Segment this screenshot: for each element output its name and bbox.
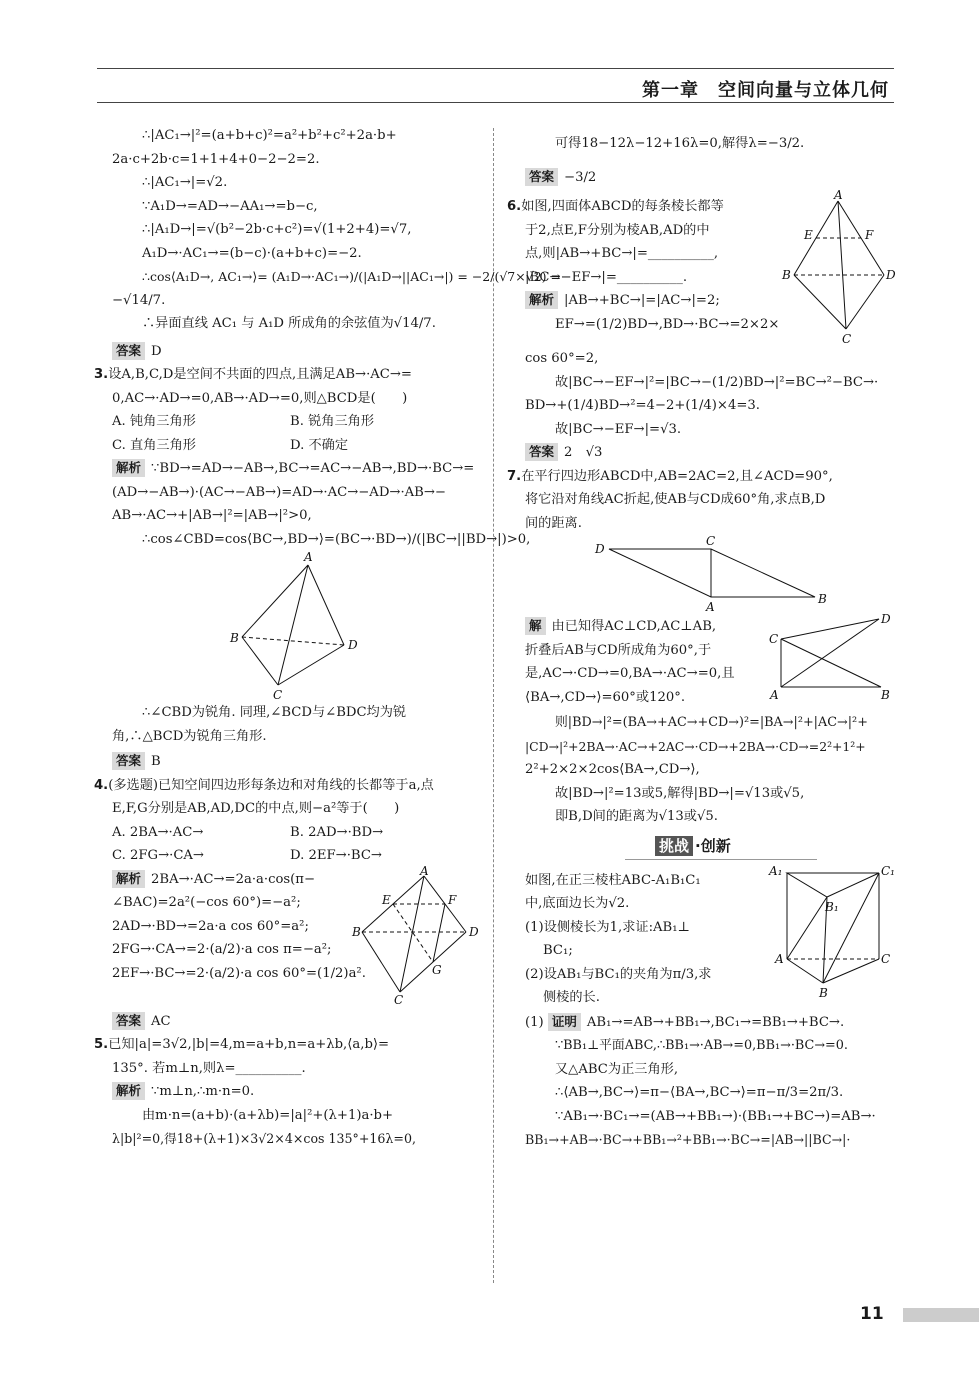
- solution-line: ∴|AC₁→|=√2.: [142, 175, 228, 190]
- challenge-label: 挑战: [655, 836, 693, 856]
- vertex-label: A: [834, 188, 843, 202]
- column-divider: [493, 128, 494, 1283]
- solution-line: ∴异面直线 AC₁ 与 A₁D 所成角的余弦值为√14/7.: [142, 316, 436, 331]
- solution-line: 折叠后AB与CD所成角为60°,于: [525, 642, 712, 658]
- challenge-label-suffix: ·创新: [695, 836, 731, 855]
- tetrahedron-figure-q6: [780, 187, 900, 347]
- answer-label: 答案: [112, 1012, 145, 1030]
- vertex-label: C₁: [881, 863, 895, 878]
- page-number: 11: [860, 1304, 884, 1324]
- chapter-title: 第一章 空间向量与立体几何: [642, 80, 889, 101]
- header-rule-bottom: [97, 102, 894, 103]
- vertex-label: D: [881, 612, 891, 626]
- analysis-line: ∵m⊥n,∴m·n=0.: [151, 1084, 255, 1099]
- question-text: |BC→−EF→|=__________.: [525, 269, 688, 285]
- question-text: (多选题)已知空间四边形每条边和对角线的长都等于a,点: [108, 777, 434, 793]
- question-text: 将它沿对角线AC折起,使AB与CD成60°角,求点B,D: [525, 492, 826, 507]
- analysis-line: 可得18−12λ−12+16λ=0,解得λ=−3/2.: [555, 136, 805, 151]
- question-number: 3.: [94, 367, 109, 382]
- analysis-line: λ|b|²=0,得18+(λ+1)×3√2×4×cos 135°+16λ=0,: [112, 1131, 416, 1146]
- analysis-line: |AB→+BC→|=|AC→|=2;: [564, 293, 720, 308]
- vertex-label: C: [273, 688, 283, 702]
- vertex-label: F: [865, 228, 874, 242]
- question-text: 0,AC→·AD→=0,AB→·AD→=0,则△BCD是( ): [112, 390, 408, 406]
- vertex-label: C: [706, 534, 716, 548]
- vertex-label: C: [769, 632, 779, 646]
- analysis-line: 故|BC→−EF→|²=|BC→−(1/2)BD→|²=BC→²−BC→·: [555, 374, 879, 390]
- analysis-line: 故|BC→−EF→|=√3.: [555, 421, 682, 437]
- header-rule-top: [97, 68, 894, 69]
- analysis-line: ∠BAC)=2a²(−cos 60°)=−a²;: [112, 895, 301, 910]
- vertex-label: E: [382, 892, 391, 907]
- solution-line: ∴cos⟨A₁D→, AC₁→⟩= (A₁D→·AC₁→)/(|A₁D→||AC₁→|) = −2/(√7×√2) =: [142, 269, 561, 284]
- option-c: C. 直角三角形: [112, 437, 196, 453]
- analysis-label: 解析: [112, 870, 145, 888]
- question-text: (1)设侧棱长为1,求证:AB₁⊥: [525, 919, 690, 935]
- analysis-line: (AD→−AB→)·(AC→−AB→)=AD→·AC→−AD→·AB→−: [112, 484, 446, 500]
- answer-value: −3/2: [564, 169, 597, 185]
- vertex-label: B: [352, 924, 361, 939]
- vertex-label: G: [432, 962, 442, 977]
- analysis-line: 由m·n=(a+b)·(a+λb)=|a|²+(λ+1)a·b+: [142, 1107, 394, 1123]
- vertex-label: A: [706, 600, 715, 614]
- tetrahedron-figure-q3: [112, 551, 484, 701]
- solution-line: ⟨BA→,CD→⟩=60°或120°.: [525, 689, 686, 705]
- proof-line: AB₁→=AB→+BB₁→,BC₁→=BB₁→+BC→.: [586, 1014, 845, 1030]
- solution-line: |CD→|²+2BA→·AC→+2AC→·CD→+2BA→·CD→=2²+1²+: [525, 738, 866, 754]
- solution-label: 解: [525, 617, 546, 635]
- question-number: 4.: [94, 777, 109, 793]
- solution-line: ∴|AC₁→|²=(a+b+c)²=a²+b²+c²+2a·b+: [142, 128, 397, 143]
- analysis-label: 解析: [112, 459, 145, 477]
- option-d: D. 不确定: [290, 437, 349, 453]
- solution-line: ∴|A₁D→|=√(b²−2b·c+c²)=√(1+2+4)=√7,: [142, 222, 412, 237]
- answer-value: 2 √3: [564, 445, 603, 460]
- vertex-label: E: [804, 228, 813, 242]
- question-text: BC₁;: [543, 943, 573, 958]
- analysis-line: BD→+(1/4)BD→²=4−2+(1/4)×4=3.: [525, 398, 760, 413]
- vertex-label: A: [420, 863, 429, 878]
- page-number-bar: [903, 1308, 979, 1322]
- analysis-line: EF→=(1/2)BD→,BD→·BC→=2×2×: [555, 316, 780, 332]
- solution-line: 是,AC→·CD→=0,BA→·AC→=0,且: [525, 666, 735, 681]
- vertex-label: D: [886, 268, 896, 282]
- proof-part: (1): [525, 1014, 544, 1030]
- question-number: 5.: [94, 1037, 109, 1052]
- vertex-label: A: [775, 951, 784, 966]
- analysis-line: 2AD→·BD→=2a·a cos 60°=a²;: [112, 918, 309, 934]
- vertex-label: A₁: [769, 863, 783, 878]
- question-text: 135°. 若m⊥n,则λ=__________.: [112, 1060, 306, 1076]
- answer-label: 答案: [112, 752, 145, 770]
- solution-line: 即B,D间的距离为√13或√5.: [555, 809, 718, 824]
- parallelogram-figure-q7: [525, 535, 897, 615]
- vertex-label: B: [819, 985, 828, 1000]
- solution-line: 则|BD→|²=(BA→+AC→+CD→)²=|BA→|²+|AC→|²+: [555, 715, 868, 730]
- vertex-label: C: [842, 332, 852, 346]
- answer-value: AC: [151, 1013, 171, 1029]
- proof-line: ∵BB₁⊥平面ABC,∴BB₁→·AB→=0,BB₁→·BC→=0.: [555, 1038, 848, 1053]
- option-b: B. 锐角三角形: [290, 414, 375, 429]
- vertex-label: D: [348, 638, 358, 652]
- analysis-label: 解析: [525, 291, 558, 309]
- vertex-label: B: [881, 688, 890, 702]
- vertex-label: C: [394, 992, 404, 1007]
- analysis-line: 2BA→·AC→=2a·a·cos(π−: [151, 871, 316, 887]
- tetrahedron-figure-q4: [352, 863, 482, 1007]
- option-c: C. 2FG→·CA→: [112, 848, 204, 863]
- question-text: (2)设AB₁与BC₁的夹角为π/3,求: [525, 966, 712, 982]
- analysis-line: ∴∠CBD为锐角. 同理,∠BCD与∠BDC均为锐: [142, 705, 407, 720]
- vertex-label: A: [770, 688, 779, 702]
- option-a: A. 钝角三角形: [112, 414, 196, 429]
- right-column: [507, 132, 897, 1152]
- analysis-line: 角,∴△BCD为锐角三角形.: [112, 728, 267, 744]
- challenge-heading: [525, 829, 897, 863]
- prism-figure-q8: [765, 863, 899, 1003]
- solution-line: ∵A₁D→=AD→−AA₁→=b−c,: [142, 198, 318, 214]
- vertex-label: B: [782, 268, 791, 282]
- analysis-label: 解析: [112, 1082, 145, 1100]
- question-text: 如图,四面体ABCD的每条棱长都等: [521, 199, 724, 214]
- solution-line: A₁D→·AC₁→=(b−c)·(a+b+c)=−2.: [142, 245, 362, 261]
- question-text: 已知|a|=3√2,|b|=4,m=a+b,n=a+λb,⟨a,b⟩=: [108, 1037, 390, 1052]
- proof-line: ∴⟨AB→,BC→⟩=π−⟨BA→,BC→⟩=π−π/3=2π/3.: [555, 1085, 844, 1100]
- proof-line: ∵AB₁→·BC₁→=(AB→+BB₁→)·(BB₁→+BC→)=AB→·: [555, 1108, 876, 1124]
- question-text: E,F,G分别是AB,AD,DC的中点,则−a²等于( ): [112, 801, 400, 816]
- question-text: 于2,点E,F分别为棱AB,AD的中: [525, 222, 710, 238]
- solution-line: 故|BD→|²=13或5,解得|BD→|=√13或√5,: [555, 785, 805, 801]
- question-text: 间的距离.: [525, 515, 582, 531]
- question-text: 中,底面边长为√2.: [525, 896, 630, 911]
- answer-label: 答案: [525, 443, 558, 461]
- vertex-label: C: [881, 951, 891, 966]
- vertex-label: D: [469, 924, 479, 939]
- folded-figure-q7: [767, 613, 897, 705]
- question-text: 在平行四边形ABCD中,AB=2AC=2,且∠ACD=90°,: [521, 468, 833, 484]
- question-number: 6.: [507, 199, 522, 214]
- analysis-line: cos 60°=2,: [525, 351, 599, 366]
- analysis-line: ∴cos∠CBD=cos⟨BC→,BD→⟩=(BC→·BD→)/(|BC→||BD→|)>0,: [142, 531, 531, 547]
- vertex-label: A: [304, 550, 313, 564]
- answer-value: D: [151, 343, 162, 359]
- question-text: 设A,B,C,D是空间不共面的四点,且满足AB→·AC→=: [108, 367, 412, 382]
- solution-line: 由已知得AC⊥CD,AC⊥AB,: [551, 619, 717, 634]
- analysis-line: 2FG→·CA→=2·(a/2)·a cos π=−a²;: [112, 942, 332, 957]
- option-a: A. 2BA→·AC→: [112, 824, 204, 840]
- analysis-line: ∵BD→=AD→−AB→,BC→=AC→−AB→,BD→·BC→=: [151, 461, 475, 476]
- option-b: B. 2AD→·BD→: [290, 824, 384, 840]
- question-number: 7.: [507, 468, 522, 484]
- question-text: 侧棱的长.: [543, 990, 600, 1005]
- solution-line: 2²+2×2×2cos⟨BA→,CD→⟩,: [525, 762, 700, 777]
- solution-line: −√14/7.: [112, 292, 166, 308]
- analysis-line: AB→·AC→+|AB→|²=|AB→|²>0,: [112, 508, 312, 523]
- proof-label: 证明: [548, 1013, 581, 1031]
- vertex-label: B₁: [825, 899, 839, 914]
- proof-line: BB₁→+AB→·BC→+BB₁→²+BB₁→·BC→=|AB→||BC→|·: [525, 1132, 851, 1147]
- answer-label: 答案: [112, 342, 145, 360]
- option-d: D. 2EF→·BC→: [290, 848, 382, 863]
- vertex-label: F: [448, 892, 457, 907]
- challenge-rule: [625, 859, 817, 860]
- vertex-label: D: [595, 542, 605, 556]
- vertex-label: B: [230, 631, 239, 645]
- solution-line: 2a·c+2b·c=1+1+4+0−2−2=2.: [112, 151, 320, 167]
- proof-line: 又△ABC为正三角形,: [555, 1061, 679, 1077]
- question-text: 如图,在正三棱柱ABC-A₁B₁C₁: [525, 872, 701, 888]
- question-text: 点,则|AB→+BC→|=__________,: [525, 246, 719, 261]
- answer-value: B: [151, 754, 161, 769]
- vertex-label: B: [818, 592, 827, 606]
- answer-label: 答案: [525, 168, 558, 186]
- analysis-line: 2EF→·BC→=2·(a/2)·a cos 60°=(1/2)a².: [112, 965, 366, 981]
